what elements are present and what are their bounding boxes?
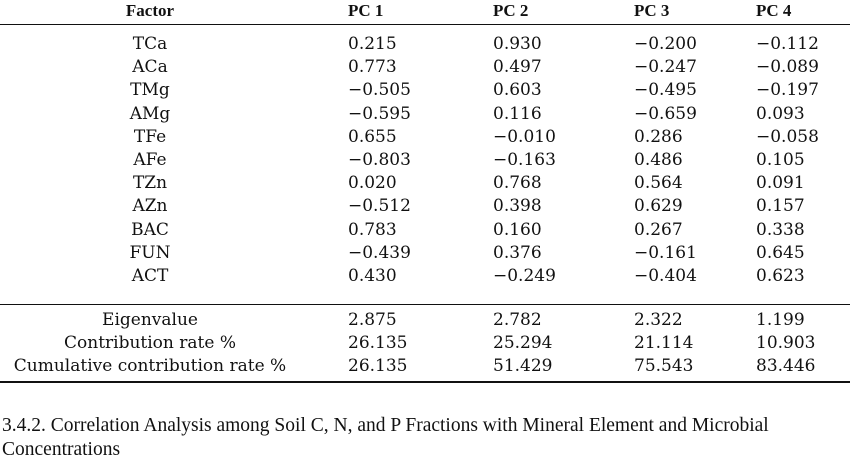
value-cell: 0.768: [493, 173, 542, 194]
value-cell: −0.197: [756, 80, 819, 101]
factor-cell: Eigenvalue: [102, 310, 198, 330]
value-cell: −0.512: [348, 196, 411, 217]
value-cell: 0.783: [348, 219, 397, 240]
value-cell: −0.161: [634, 242, 697, 263]
value-cell: 0.623: [756, 266, 805, 287]
table-summary: [0, 309, 850, 379]
value-cell: 0.157: [756, 196, 805, 217]
value-cell: −0.495: [634, 80, 697, 101]
value-cell: 0.160: [493, 219, 542, 240]
header-pc4: PC 4: [756, 1, 792, 20]
value-cell: −0.058: [756, 126, 819, 147]
value-cell: 0.497: [493, 57, 542, 78]
table-row: [0, 242, 850, 265]
value-cell: −0.112: [756, 34, 819, 54]
value-cell: 0.286: [634, 126, 683, 147]
value-cell: 0.430: [348, 266, 397, 287]
value-cell: 0.215: [348, 34, 397, 54]
value-cell: 75.543: [634, 356, 694, 377]
table-row: [0, 33, 850, 56]
table-row: [0, 172, 850, 195]
value-cell: 0.398: [493, 196, 542, 217]
summary-row: [0, 332, 850, 355]
factor-cell: AFe: [133, 150, 167, 171]
body-rule: [0, 304, 850, 305]
bottom-rule: [0, 381, 850, 383]
value-cell: 10.903: [756, 333, 816, 354]
table-body: [0, 33, 850, 288]
header-pc3: PC 3: [634, 1, 670, 20]
factor-cell: BAC: [131, 219, 169, 240]
value-cell: −0.200: [634, 34, 697, 54]
value-cell: 21.114: [634, 333, 694, 354]
factor-cell: TFe: [133, 126, 167, 147]
value-cell: −0.163: [493, 150, 556, 171]
factor-cell: Contribution rate %: [64, 333, 236, 354]
factor-cell: FUN: [129, 242, 171, 263]
value-cell: 26.135: [348, 356, 408, 377]
table-header: [0, 0, 850, 22]
table-row: [0, 126, 850, 149]
factor-cell: TZn: [132, 173, 168, 194]
factor-cell: ACT: [131, 266, 169, 287]
table-row: [0, 195, 850, 218]
table-row: [0, 103, 850, 126]
factor-cell: AMg: [129, 103, 171, 124]
value-cell: 0.629: [634, 196, 683, 217]
factor-cell: TCa: [132, 34, 168, 54]
table-row: [0, 79, 850, 102]
value-cell: −0.249: [493, 266, 556, 287]
value-cell: 0.105: [756, 150, 805, 171]
value-cell: 26.135: [348, 333, 408, 354]
table-row: [0, 265, 850, 288]
value-cell: 0.020: [348, 173, 397, 194]
value-cell: −0.505: [348, 80, 411, 101]
factor-cell: TMg: [130, 80, 170, 101]
value-cell: 0.645: [756, 242, 805, 263]
value-cell: 0.655: [348, 126, 397, 147]
value-cell: −0.010: [493, 126, 556, 147]
value-cell: 0.603: [493, 80, 542, 101]
value-cell: 0.773: [348, 57, 397, 78]
header-factor: Factor: [125, 1, 175, 20]
value-cell: −0.803: [348, 150, 411, 171]
header-rule: [0, 24, 850, 25]
value-cell: 0.116: [493, 103, 542, 124]
header-pc1: PC 1: [348, 1, 384, 20]
factor-cell: ACa: [132, 57, 168, 78]
value-cell: 51.429: [493, 356, 553, 377]
value-cell: −0.404: [634, 266, 697, 287]
value-cell: −0.659: [634, 103, 697, 124]
section-heading: 3.4.2. Correlation Analysis among Soil C, N, and P Fractions with Mineral Element and Microbial Concentrations: [2, 415, 769, 460]
factor-cell: AZn: [132, 196, 168, 217]
table-row: [0, 219, 850, 242]
value-cell: −0.439: [348, 242, 411, 263]
summary-row: [0, 355, 850, 378]
value-cell: 0.930: [493, 34, 542, 54]
value-cell: 0.486: [634, 150, 683, 171]
header-row: [0, 0, 850, 22]
table-row: [0, 56, 850, 79]
value-cell: 2.322: [634, 310, 683, 330]
value-cell: 2.875: [348, 310, 397, 330]
summary-row: [0, 309, 850, 332]
value-cell: 0.093: [756, 103, 805, 124]
value-cell: −0.089: [756, 57, 819, 78]
value-cell: 83.446: [756, 356, 816, 377]
value-cell: 1.199: [756, 310, 805, 330]
value-cell: 0.267: [634, 219, 683, 240]
value-cell: 2.782: [493, 310, 542, 330]
value-cell: 0.564: [634, 173, 683, 194]
value-cell: −0.247: [634, 57, 697, 78]
factor-cell: Cumulative contribution rate %: [13, 356, 287, 377]
value-cell: −0.595: [348, 103, 411, 124]
header-pc2: PC 2: [493, 1, 529, 20]
value-cell: 0.376: [493, 242, 542, 263]
value-cell: 0.338: [756, 219, 805, 240]
value-cell: 25.294: [493, 333, 553, 354]
table-row: [0, 149, 850, 172]
value-cell: 0.091: [756, 173, 805, 194]
